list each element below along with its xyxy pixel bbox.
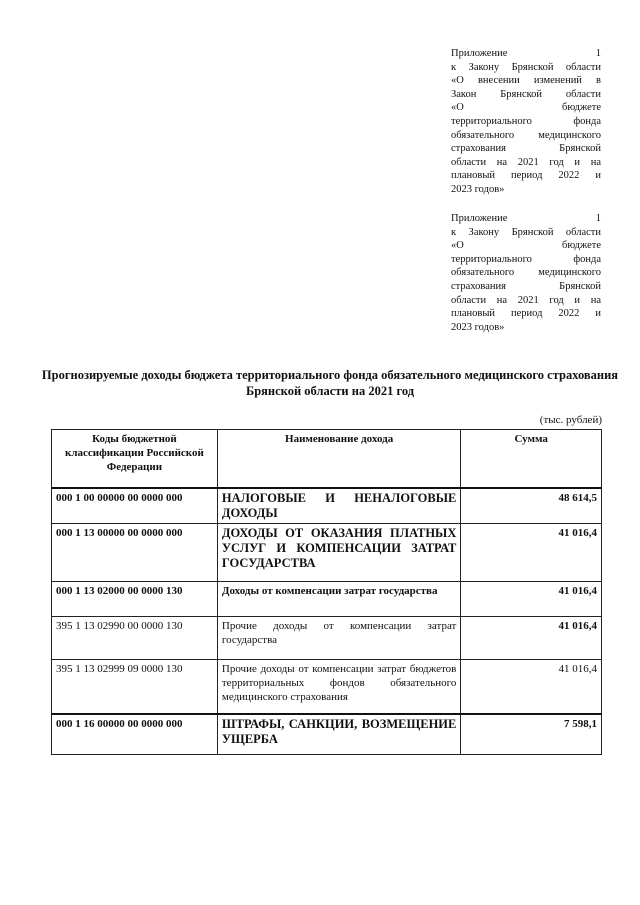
row-name: ШТРАФЫ, САНКЦИИ, ВОЗМЕЩЕНИЕ УЩЕРБА xyxy=(217,714,460,754)
table-row xyxy=(52,488,602,524)
annex-line: области на 2021 год и на xyxy=(451,156,601,168)
row-amount: 41 016,4 xyxy=(461,616,602,659)
annex-line: «О бюджете xyxy=(451,240,601,252)
row-code: 000 1 13 00000 00 0000 000 xyxy=(52,523,218,581)
row-code: 000 1 13 02000 00 0000 130 xyxy=(52,581,218,616)
annex-line: Приложение 1 xyxy=(451,213,601,224)
row-code: 000 1 16 00000 00 0000 000 xyxy=(52,714,218,754)
row-code: 000 1 00 00000 00 0000 000 xyxy=(52,488,218,524)
annex-line: к Закону Брянской области xyxy=(451,226,601,238)
row-name: Доходы от компенсации затрат государства xyxy=(217,581,460,616)
row-amount: 41 016,4 xyxy=(461,659,602,714)
annex-line: к Закону Брянской области xyxy=(451,61,601,73)
revenue-table xyxy=(51,429,602,755)
row-code: 395 1 13 02990 00 0000 130 xyxy=(52,616,218,659)
annex-line: области на 2021 год и на xyxy=(451,294,601,306)
annex-line: территориального фонда xyxy=(451,115,601,127)
table-row xyxy=(52,714,602,754)
row-name: Прочие доходы от компенсации затрат бюджетов территориальных фондов обязательного медицинского страхования xyxy=(217,659,460,714)
annex-line: страхования Брянской xyxy=(451,143,601,155)
header-amount: Сумма xyxy=(461,430,602,488)
header-name: Наименование дохода xyxy=(217,430,460,488)
table-row xyxy=(52,659,602,714)
annex-line: 2023 годов» xyxy=(451,183,505,195)
annex-line: плановый период 2022 и xyxy=(451,308,601,320)
annex-2-reference xyxy=(451,212,601,334)
annex-line: обязательного медицинского xyxy=(451,267,601,279)
units-label: (тыс. рублей) xyxy=(539,414,602,426)
table-row xyxy=(52,616,602,659)
annex-line: плановый период 2022 и xyxy=(451,170,601,182)
annex-line: обязательного медицинского xyxy=(451,129,601,141)
row-amount: 41 016,4 xyxy=(461,523,602,581)
row-name: ДОХОДЫ ОТ ОКАЗАНИЯ ПЛАТНЫХ УСЛУГ И КОМПЕНСАЦИИ ЗАТРАТ ГОСУДАРСТВА xyxy=(217,523,460,581)
header-codes: Коды бюджетной классификации Российской Федерации xyxy=(52,430,218,488)
annex-line: Закон Брянской области xyxy=(451,88,601,100)
annex-1-reference xyxy=(451,47,601,197)
table-header-row xyxy=(52,430,602,488)
annex-line: страхования Брянской xyxy=(451,280,601,292)
annex-line: «О внесении изменений в xyxy=(451,75,601,87)
annex-line: «О бюджете xyxy=(451,102,601,114)
row-amount: 7 598,1 xyxy=(461,714,602,754)
row-amount: 41 016,4 xyxy=(461,581,602,616)
row-name: НАЛОГОВЫЕ И НЕНАЛОГОВЫЕ ДОХОДЫ xyxy=(217,488,460,524)
row-amount: 48 614,5 xyxy=(461,488,602,524)
document-title: Прогнозируемые доходы бюджета территориального фонда обязательного медицинского страхования Брянской области на 2021 год xyxy=(41,368,619,398)
row-name: Прочие доходы от компенсации затрат государства xyxy=(217,616,460,659)
table-row xyxy=(52,581,602,616)
row-code: 395 1 13 02999 09 0000 130 xyxy=(52,659,218,714)
annex-line: территориального фонда xyxy=(451,253,601,265)
annex-line: Приложение 1 xyxy=(451,48,601,59)
table-row xyxy=(52,523,602,581)
annex-line: 2023 годов» xyxy=(451,321,505,333)
